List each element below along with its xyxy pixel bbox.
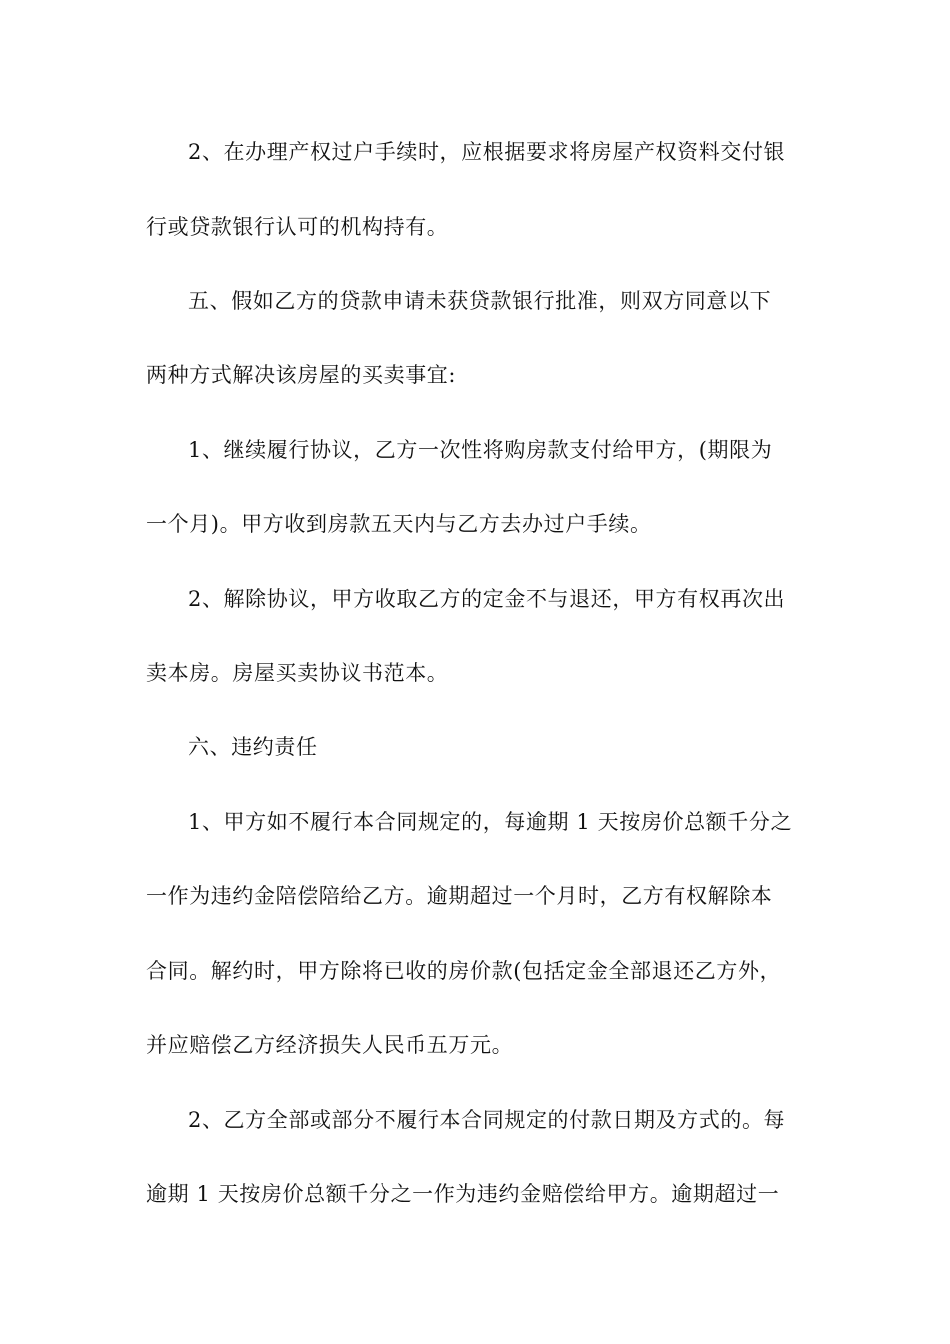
paragraph-line: 并应赔偿乙方经济损失人民币五万元。 bbox=[146, 1033, 514, 1057]
paragraph-line: 一个月)。甲方收到房款五天内与乙方去办过户手续。 bbox=[146, 512, 652, 536]
paragraph-line: 卖本房。房屋买卖协议书范本。 bbox=[146, 661, 449, 685]
paragraph-line: 五、假如乙方的贷款申请未获贷款银行批准，则双方同意以下 bbox=[188, 289, 772, 313]
paragraph-line: 合同。解约时，甲方除将已收的房价款(包括定金全部退还乙方外， bbox=[146, 959, 782, 983]
paragraph-line: 一作为违约金陪偿陪给乙方。逾期超过一个月时，乙方有权解除本 bbox=[146, 884, 773, 908]
paragraph-line: 逾期 1 天按房价总额千分之一作为违约金赔偿给甲方。逾期超过一 bbox=[146, 1182, 780, 1206]
paragraph-line: 2、乙方全部或部分不履行本合同规定的付款日期及方式的。每 bbox=[188, 1108, 786, 1132]
section-heading: 六、违约责任 bbox=[188, 735, 318, 759]
paragraph-line: 2、在办理产权过户手续时，应根据要求将房屋产权资料交付银 bbox=[188, 140, 786, 164]
paragraph-line: 2、解除协议，甲方收取乙方的定金不与退还，甲方有权再次出 bbox=[188, 587, 786, 611]
paragraph-line: 1、甲方如不履行本合同规定的，每逾期 1 天按房价总额千分之 bbox=[188, 810, 793, 834]
paragraph-line: 行或贷款银行认可的机构持有。 bbox=[146, 215, 449, 239]
paragraph-line: 1、继续履行协议，乙方一次性将购房款支付给甲方，(期限为 bbox=[188, 438, 773, 462]
paragraph-line: 两种方式解决该房屋的买卖事宜: bbox=[146, 363, 457, 387]
